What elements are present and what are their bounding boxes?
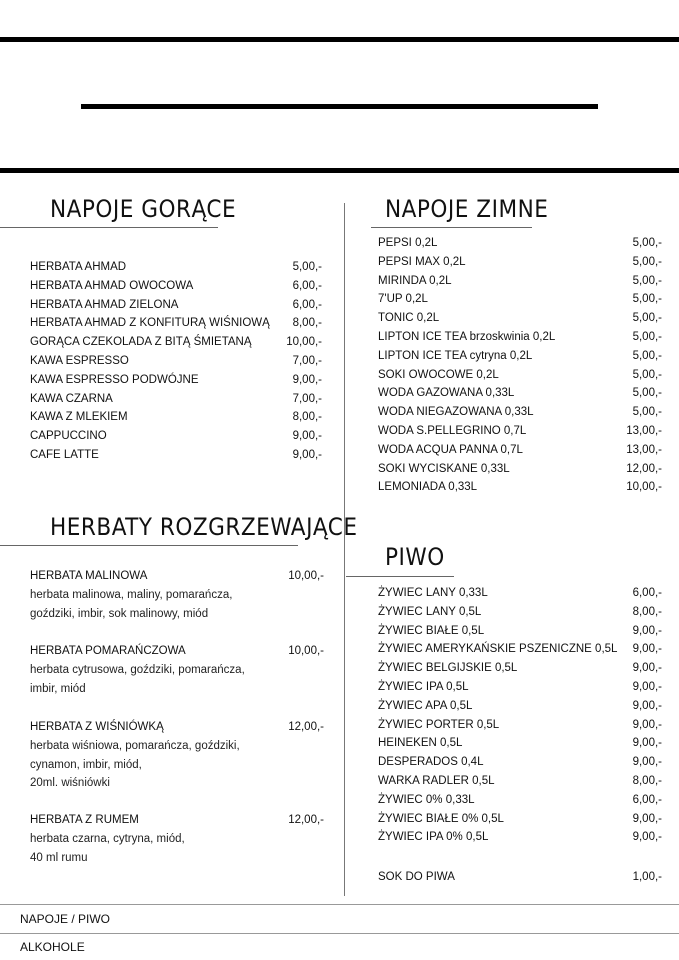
section-title-teas: HERBATY ROZGRZEWAJĄCE [50, 513, 358, 541]
list-item [30, 446, 322, 465]
list-item [30, 371, 322, 390]
item-price: 9,00,- [632, 643, 662, 656]
item-price: 9,00,- [292, 373, 322, 386]
item-name: LEMONIADA 0,33L [378, 481, 478, 494]
list-item [378, 422, 662, 441]
list-item [378, 478, 662, 497]
item-price: 6,00,- [292, 279, 322, 292]
item-name: HEINEKEN 0,5L [378, 737, 463, 750]
list-item [378, 441, 662, 460]
item-price: 13,00,- [626, 424, 662, 437]
section-title-hot: NAPOJE GORĄCE [50, 195, 237, 223]
list-item [378, 659, 662, 678]
item-price: 9,00,- [632, 831, 662, 844]
item-name: ŻYWIEC LANY 0,5L [378, 605, 482, 618]
list-item [378, 584, 662, 603]
section-title-beer: PIWO [385, 543, 445, 571]
item-name: GORĄCA CZEKOLADA Z BITĄ ŚMIETANĄ [30, 336, 252, 349]
item-name: SOK DO PIWA [378, 871, 455, 883]
beer-extra [378, 868, 662, 887]
item-price: 9,00,- [632, 812, 662, 825]
list-item [378, 868, 662, 887]
item-price: 9,00,- [292, 448, 322, 461]
item-price: 5,00,- [632, 387, 662, 400]
item-name: ŻYWIEC BELGIJSKIE 0,5L [378, 662, 518, 675]
header-bottom-bar [0, 168, 679, 173]
item-name: KAWA ESPRESSO [30, 354, 129, 367]
item-price: 9,00,- [632, 756, 662, 769]
item-description: 20ml. wiśniówki [30, 777, 110, 790]
section-rule-hot [0, 227, 218, 228]
item-price: 9,00,- [292, 430, 322, 443]
footer-link-napoje-piwo[interactable]: NAPOJE / PIWO [20, 912, 111, 926]
list-item [378, 640, 662, 659]
item-name: PEPSI 0,2L [378, 237, 438, 249]
list-item [30, 390, 322, 409]
item-name: HERBATA Z WIŚNIÓWKĄ [30, 721, 164, 733]
hot-list [30, 258, 322, 465]
list-item [30, 352, 322, 371]
item-price: 9,00,- [632, 624, 662, 637]
list-item [378, 272, 662, 291]
section-rule-beer [346, 576, 454, 577]
item-name: WODA GAZOWANA 0,33L [378, 387, 515, 400]
list-item [30, 408, 322, 427]
list-item [378, 828, 662, 847]
item-price: 6,00,- [632, 793, 662, 806]
item-name: CAFE LATTE [30, 448, 99, 461]
item-name: HERBATA AHMAD Z KONFITURĄ WIŚNIOWĄ [30, 317, 270, 330]
item-name: TONIC 0,2L [378, 312, 440, 325]
item-name: WODA NIEGAZOWANA 0,33L [378, 406, 534, 419]
footer-link-alkohole[interactable]: ALKOHOLE [20, 940, 85, 954]
item-name: HERBATA AHMAD [30, 261, 127, 273]
section-title-cold: NAPOJE ZIMNE [385, 195, 549, 223]
item-description: herbata cytrusowa, goździki, pomarańcza, [30, 663, 245, 676]
item-price: 9,00,- [632, 718, 662, 731]
middle-bar [81, 104, 598, 109]
item-name: ŻYWIEC BIAŁE 0,5L [378, 624, 485, 637]
item-price: 12,00,- [626, 462, 662, 475]
footer-rule-top [0, 904, 679, 905]
item-price: 10,00,- [288, 570, 324, 582]
item-name: HERBATA MALINOWA [30, 570, 148, 582]
list-item [30, 296, 322, 315]
item-name: CAPPUCCINO [30, 430, 107, 443]
tea-item-header [30, 642, 324, 661]
list-item [378, 234, 662, 253]
list-item [30, 258, 322, 277]
list-item [30, 277, 322, 296]
item-name: LIPTON ICE TEA brzoskwinia 0,2L [378, 330, 556, 343]
tea-item [30, 718, 324, 793]
tea-item [30, 642, 324, 698]
item-name: ŻYWIEC 0% 0,33L [378, 793, 475, 806]
item-price: 8,00,- [292, 411, 322, 424]
item-description: herbata wiśniowa, pomarańcza, goździki, [30, 739, 240, 752]
item-name: ŻYWIEC AMERYKAŃSKIE PSZENICZNE 0,5L [378, 643, 618, 656]
item-name: WARKA RADLER 0,5L [378, 774, 495, 787]
item-price: 5,00,- [632, 274, 662, 287]
item-description: herbata malinowa, maliny, pomarańcza, [30, 588, 233, 601]
item-price: 9,00,- [632, 662, 662, 675]
item-name: HERBATA POMARAŃCZOWA [30, 645, 186, 657]
item-price: 9,00,- [632, 680, 662, 693]
item-description: herbata czarna, cytryna, miód, [30, 832, 185, 845]
item-price: 5,00,- [632, 368, 662, 381]
item-name: ŻYWIEC IPA 0% 0,5L [378, 831, 489, 844]
item-price: 5,00,- [632, 349, 662, 362]
item-price: 9,00,- [632, 699, 662, 712]
item-name: WODA S.PELLEGRINO 0,7L [378, 424, 527, 437]
list-item [30, 333, 322, 352]
list-item [378, 772, 662, 791]
item-price: 5,00,- [632, 330, 662, 343]
item-name: KAWA ESPRESSO PODWÓJNE [30, 373, 199, 386]
item-price: 8,00,- [632, 774, 662, 787]
item-description: goździki, imbir, sok malinowy, miód [30, 607, 209, 620]
item-name: 7'UP 0,2L [378, 293, 428, 306]
list-item [378, 622, 662, 641]
footer-rule-middle [0, 933, 679, 934]
list-item [378, 791, 662, 810]
tea-item [30, 811, 324, 867]
item-price: 8,00,- [292, 317, 322, 330]
item-price: 5,00,- [632, 237, 662, 249]
item-price: 7,00,- [292, 392, 322, 405]
item-price: 5,00,- [632, 293, 662, 306]
list-item [378, 716, 662, 735]
item-price: 5,00,- [632, 406, 662, 419]
item-price: 10,00,- [286, 336, 322, 349]
item-name: ŻYWIEC BIAŁE 0% 0,5L [378, 812, 504, 825]
item-description: cynamon, imbir, miód, [30, 758, 142, 771]
list-item [378, 253, 662, 272]
list-item [378, 734, 662, 753]
list-item [30, 427, 322, 446]
item-description: 40 ml rumu [30, 851, 88, 864]
item-price: 12,00,- [288, 721, 324, 733]
tea-item-header [30, 811, 324, 830]
item-name: DESPERADOS 0,4L [378, 756, 484, 769]
cold-list [378, 234, 662, 497]
item-price: 6,00,- [632, 587, 662, 599]
item-name: ŻYWIEC LANY 0,33L [378, 587, 488, 599]
item-price: 7,00,- [292, 354, 322, 367]
item-name: ŻYWIEC PORTER 0,5L [378, 718, 500, 731]
item-name: SOKI WYCISKANE 0,33L [378, 462, 510, 475]
item-name: SOKI OWOCOWE 0,2L [378, 368, 499, 381]
list-item [378, 403, 662, 422]
list-item [378, 678, 662, 697]
item-price: 10,00,- [626, 481, 662, 494]
item-price: 5,00,- [632, 312, 662, 325]
list-item [378, 309, 662, 328]
item-name: WODA ACQUA PANNA 0,7L [378, 443, 523, 456]
item-name: KAWA CZARNA [30, 392, 113, 405]
tea-item-header [30, 567, 324, 586]
item-name: LIPTON ICE TEA cytryna 0,2L [378, 349, 533, 362]
item-description: imbir, miód [30, 682, 86, 695]
list-item [378, 347, 662, 366]
item-price: 1,00,- [632, 871, 662, 883]
item-name: MIRINDA 0,2L [378, 274, 452, 287]
top-bar [0, 37, 679, 42]
list-item [378, 384, 662, 403]
column-divider [344, 203, 345, 896]
list-item [378, 697, 662, 716]
list-item [378, 460, 662, 479]
beer-list [378, 584, 662, 847]
tea-item [30, 567, 324, 623]
item-price: 9,00,- [632, 737, 662, 750]
item-price: 5,00,- [292, 261, 322, 273]
item-name: ŻYWIEC APA 0,5L [378, 699, 473, 712]
section-rule-teas [0, 545, 298, 546]
item-price: 13,00,- [626, 443, 662, 456]
list-item [30, 314, 322, 333]
item-name: ŻYWIEC IPA 0,5L [378, 680, 469, 693]
item-price: 8,00,- [632, 605, 662, 618]
section-rule-cold [371, 227, 532, 228]
item-price: 12,00,- [288, 814, 324, 826]
item-name: HERBATA Z RUMEM [30, 814, 139, 826]
item-price: 6,00,- [292, 298, 322, 311]
list-item [378, 753, 662, 772]
list-item [378, 328, 662, 347]
list-item [378, 810, 662, 829]
item-name: KAWA Z MLEKIEM [30, 411, 128, 424]
item-name: PEPSI MAX 0,2L [378, 255, 466, 268]
item-name: HERBATA AHMAD OWOCOWA [30, 279, 194, 292]
list-item [378, 290, 662, 309]
list-item [378, 366, 662, 385]
item-price: 10,00,- [288, 645, 324, 657]
item-name: HERBATA AHMAD ZIELONA [30, 298, 179, 311]
item-price: 5,00,- [632, 255, 662, 268]
list-item [378, 603, 662, 622]
tea-item-header [30, 718, 324, 737]
